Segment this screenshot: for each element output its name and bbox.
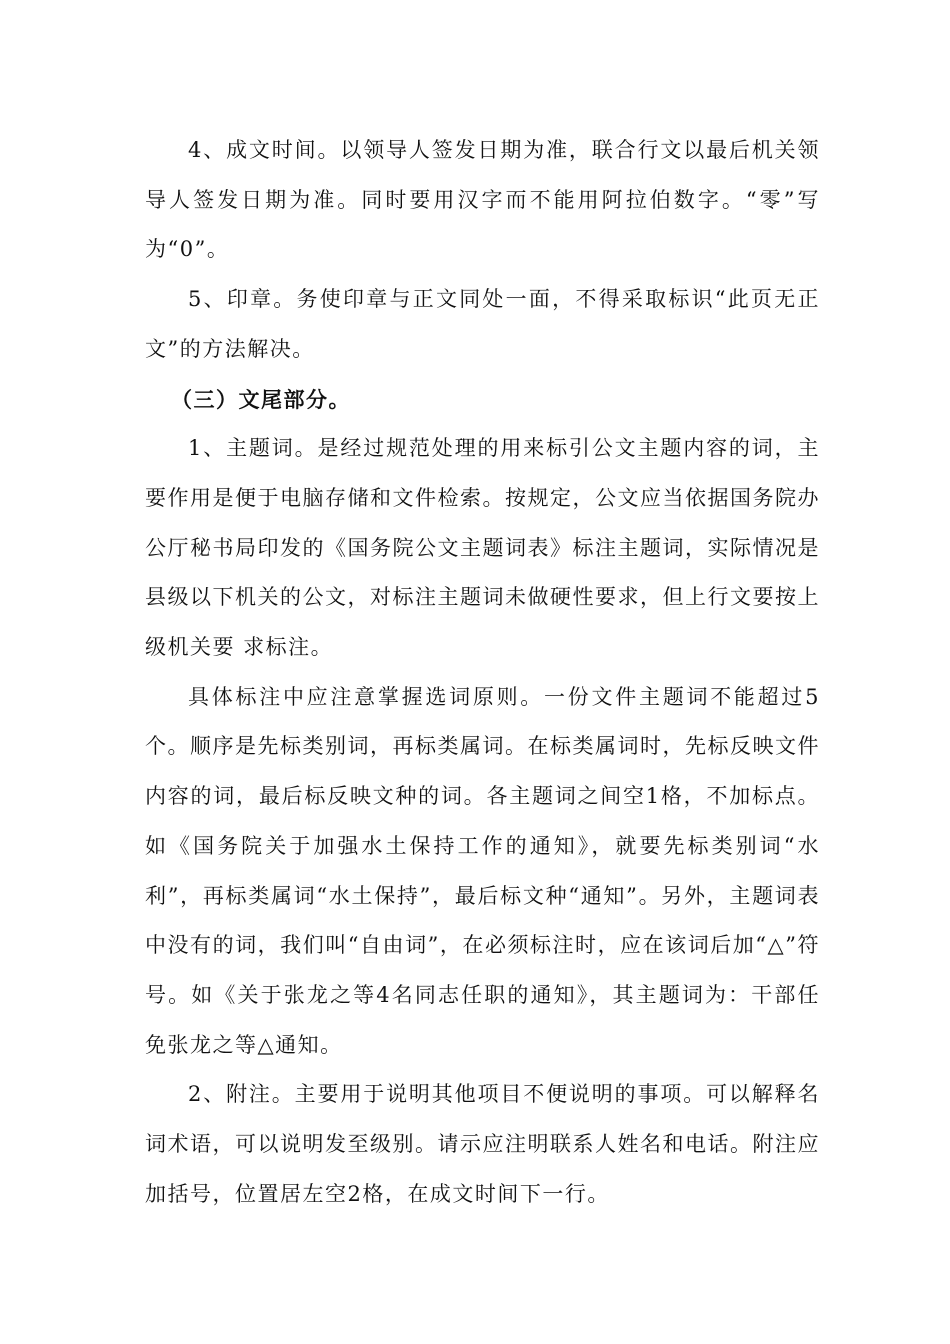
paragraph-seal: 5、印章。务使印章与正文同处一面，不得采取标识“此页无正文”的方法解决。 <box>145 287 820 361</box>
paragraph-notes: 2、附注。主要用于说明其他项目不便说明的事项。可以解释名词术语，可以说明发至级别。请示应注明联系人姓名和电话。附注应加括号，位置居左空2格，在成文时间下一行。 <box>145 1082 820 1206</box>
section-heading-ending-part: （三）文尾部分。 <box>171 386 351 412</box>
paragraph-date-of-issue: 4、成文时间。以领导人签发日期为准，联合行文以最后机关领导人签发日期为准。同时要用汉字而不能用阿拉伯数字。“零”写为“0”。 <box>145 138 820 262</box>
paragraph-subject-terms: 1、主题词。是经过规范处理的用来标引公文主题内容的词，主要作用是便于电脑存储和文件检索。按规定，公文应当依据国务院办公厅秘书局印发的《国务院公文主题词表》标注主题词，实际情况是县级以下机关的公文，对标注主题词未做硬性要求，但上行文要按上级机关要 求标注。 <box>145 436 820 660</box>
document-body <box>145 126 820 1219</box>
paragraph-subject-terms-rules: 具体标注中应注意掌握选词原则。一份文件主题词不能超过5个。顺序是先标类别词，再标类属词。在标类属词时，先标反映文件内容的词，最后标反映文种的词。各主题词之间空1格，不加标点。如《国务院关于加强水土保持工作的通知》，就要先标类别词“水利”，再标类属词“水土保持”，最后标文种“通知”。另外，主题词表中没有的词，我们叫“自由词”，在必须标注时，应在该词后加“△”符号。如《关于张龙之等4名同志任职的通知》，其主题词为：干部任免张龙之等△通知。 <box>145 684 820 1057</box>
